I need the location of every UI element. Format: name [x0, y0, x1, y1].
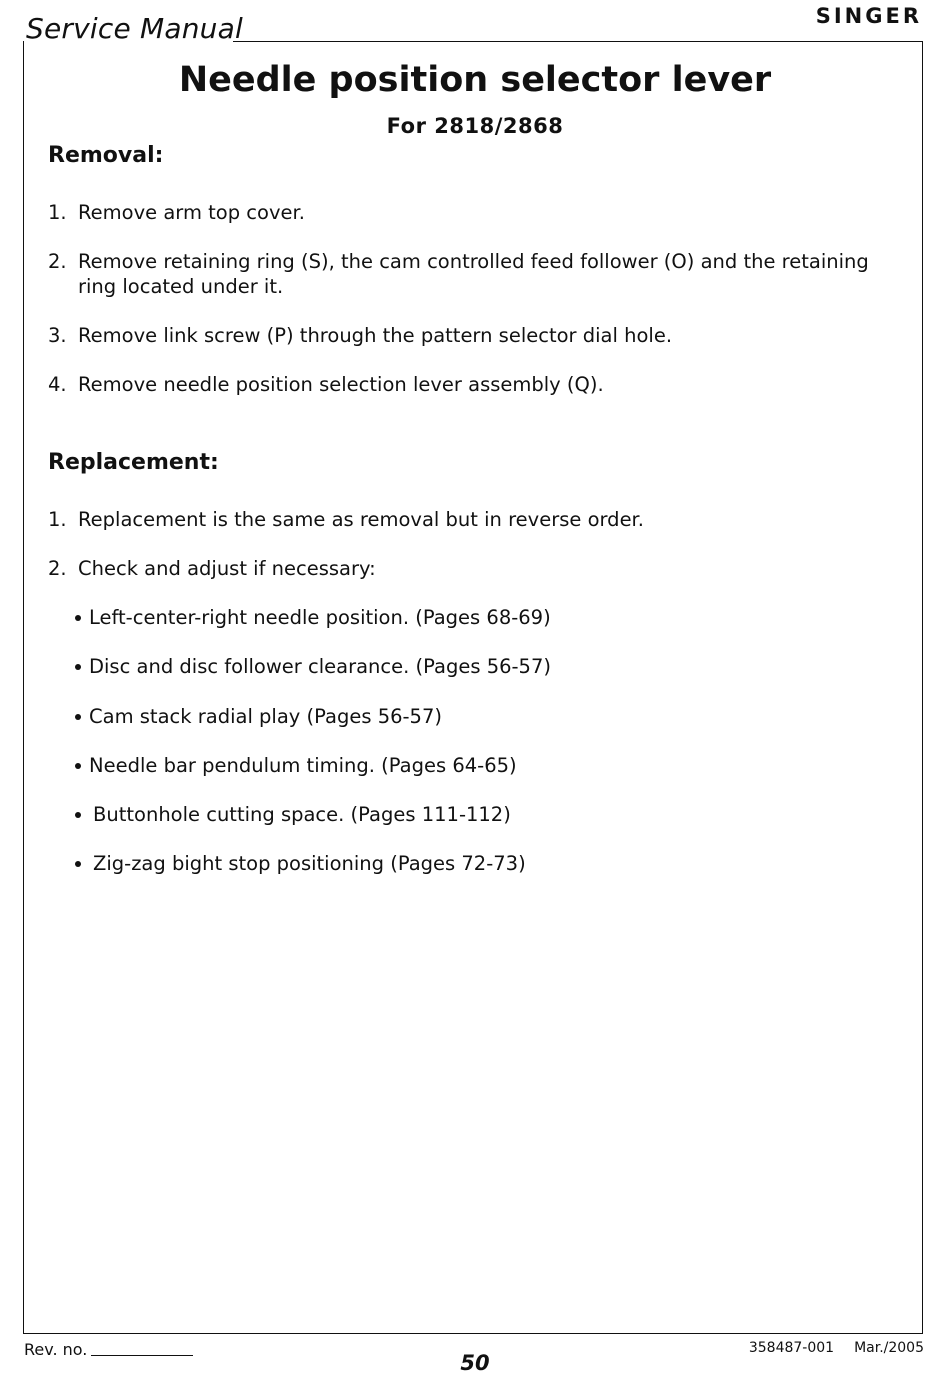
- check-item: [75, 802, 511, 827]
- page-number: 50: [460, 1351, 490, 1375]
- bullet-icon: [75, 664, 81, 670]
- removal-step: [48, 200, 888, 225]
- step-number: 1.: [48, 201, 67, 224]
- step-text: Replacement is the same as removal but in reverse order.: [78, 508, 644, 531]
- step-number: 2.: [48, 250, 67, 273]
- check-item-text: Cam stack radial play (Pages 56-57): [89, 705, 442, 728]
- check-item-text: Buttonhole cutting space. (Pages 111-112): [93, 803, 511, 826]
- step-number: 1.: [48, 508, 67, 531]
- removal-step: [48, 323, 888, 348]
- document-number: 358487-001: [748, 1340, 835, 1356]
- bullet-icon: [75, 812, 81, 818]
- document-info: [749, 1340, 924, 1356]
- document-date: Mar./2005: [854, 1340, 924, 1356]
- step-number: 2.: [48, 557, 67, 580]
- header-rule: [233, 41, 923, 42]
- step-text: Remove link screw (P) through the pattern selector dial hole.: [78, 324, 673, 347]
- check-item-text: Left-center-right needle position. (Pages 68-69): [89, 606, 551, 629]
- check-item: [75, 605, 551, 630]
- check-item-text: Needle bar pendulum timing. (Pages 64-65): [89, 754, 517, 777]
- removal-heading: Removal:: [48, 143, 164, 168]
- bullet-icon: [75, 861, 81, 867]
- replacement-step: [48, 556, 888, 581]
- check-item: [75, 654, 551, 679]
- check-item: [75, 851, 526, 876]
- step-text: Check and adjust if necessary:: [78, 557, 376, 580]
- check-item-text: Zig-zag bight stop positioning (Pages 72-73): [93, 852, 526, 875]
- page-subtitle: For 2818/2868: [386, 114, 564, 138]
- check-item-text: Disc and disc follower clearance. (Pages 56-57): [89, 655, 551, 678]
- check-item: [75, 704, 442, 729]
- bullet-icon: [75, 615, 81, 621]
- brand-logo: SINGER: [815, 4, 922, 28]
- page-frame: [23, 41, 923, 1334]
- bullet-icon: [75, 714, 81, 720]
- revision-label: Rev. no.: [24, 1340, 88, 1359]
- step-text: Remove retaining ring (S), the cam controlled feed follower (O) and the retaining ring located under it.: [78, 250, 869, 298]
- step-number: 4.: [48, 373, 67, 396]
- removal-step: [48, 249, 888, 299]
- step-text: Remove arm top cover.: [78, 201, 305, 224]
- replacement-step: [48, 507, 888, 532]
- page-title: Needle position selector lever: [178, 60, 772, 100]
- removal-step: [48, 372, 888, 397]
- step-text: Remove needle position selection lever assembly (Q).: [78, 373, 604, 396]
- step-number: 3.: [48, 324, 67, 347]
- manual-title: Service Manual: [26, 12, 243, 45]
- bullet-icon: [75, 763, 81, 769]
- check-item: [75, 753, 517, 778]
- replacement-heading: Replacement:: [48, 450, 219, 475]
